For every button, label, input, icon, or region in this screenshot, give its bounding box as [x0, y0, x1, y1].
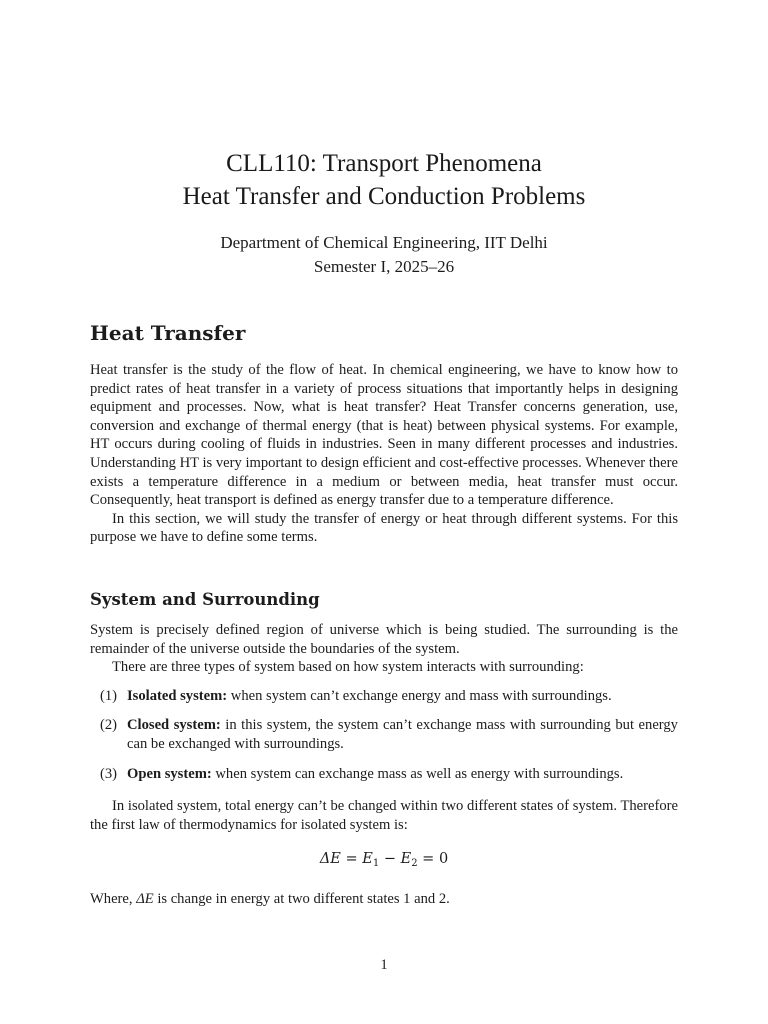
equation-lhs: ΔE — [319, 851, 341, 868]
first-law-equation — [90, 850, 678, 874]
intro-paragraph: Heat transfer is the study of the flow of heat. In chemical engineering, we have to know how to predict rates of heat transfer in a variety of process situations that importantly helps in designing equipment and processes. Now, what is heat transfer? Heat Transfer concerns generation, use, conversion and exchange of thermal energy (that is heat) between physical systems. For example, HT occurs during cooling of fluids in industries. Seen in many different processes and industries. Understanding HT is very important to design efficient and cost-effective processes. Whenever there exists a temperature difference in a medium or between media, heat transfer must occur. Consequently, heat transport is defined as energy transfer due to a temperature difference. — [90, 362, 678, 509]
where-symbol: ΔE — [136, 890, 154, 907]
equation-equals-sign: = — [345, 851, 358, 868]
list-text: when system can exchange mass as well as energy with surroundings. — [215, 765, 624, 782]
where-paragraph — [90, 890, 678, 909]
document-title: Heat Transfer and Conduction Problems — [182, 183, 586, 210]
equation-rhs: 0 — [438, 851, 449, 868]
equation-minus-sign: − — [383, 851, 396, 868]
list-text: in this system, the system can’t exchange mass with surrounding but energy can be exchanged with surroundings. — [127, 717, 678, 752]
system-types-list — [90, 687, 678, 783]
list-number: (1) — [100, 687, 118, 704]
page-number: 1 — [380, 957, 388, 973]
isolated-system-paragraph: In isolated system, total energy can’t be changed within two different states of system. Therefore the first law of thermodynamics for isolated system is: — [90, 798, 678, 833]
list-term: Isolated system: — [127, 687, 228, 704]
list-item — [90, 687, 678, 706]
list-item — [90, 765, 678, 784]
list-number: (2) — [100, 717, 118, 734]
affiliation-block — [0, 231, 768, 279]
equation-subscript-1: 1 — [372, 858, 380, 870]
system-types-intro: There are three types of system based on how system interacts with surrounding: — [112, 659, 584, 676]
list-text: when system can’t exchange energy and mass with surroundings. — [230, 687, 612, 704]
equation-subscript-2: 2 — [411, 858, 418, 870]
subsection-heading: System and Surrounding — [90, 590, 320, 609]
title-block — [0, 147, 768, 213]
where-prefix: Where, — [90, 890, 137, 907]
system-surrounding-section — [90, 589, 678, 909]
where-suffix: is change in energy at two different states 1 and 2. — [153, 890, 450, 907]
equation-e2: E — [400, 851, 412, 868]
semester-label: Semester I, 2025–26 — [313, 257, 455, 276]
section-purpose-paragraph: In this section, we will study the transfer of energy or heat through different systems. For this purpose we have to define some terms. — [90, 510, 678, 546]
list-item — [90, 716, 678, 753]
list-term: Closed system: — [127, 717, 221, 734]
list-term: Open system: — [127, 765, 212, 782]
equation-e1: E — [362, 851, 373, 868]
equation-equals-sign: = — [422, 851, 435, 868]
list-number: (3) — [100, 765, 118, 782]
heat-transfer-section — [90, 320, 678, 547]
course-title: CLL110: Transport Phenomena — [226, 150, 542, 177]
system-definition-paragraph: System is precisely defined region of universe which is being studied. The surrounding is the remainder of the universe outside the boundaries of the system. — [90, 622, 678, 657]
department-name: Department of Chemical Engineering, IIT Delhi — [220, 233, 548, 252]
section-heading: Heat Transfer — [90, 321, 246, 345]
